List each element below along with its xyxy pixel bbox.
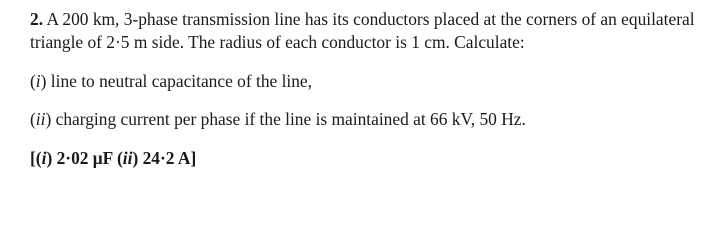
answer-label-i: i: [41, 148, 47, 168]
part-i: [30, 71, 312, 91]
problem-text-line-2: triangle of 2·5 m side. The radius of each conductor is 1 cm. Calculate:: [30, 32, 525, 52]
part-ii-label-open: (: [30, 109, 36, 129]
part-ii-text: charging current per phase if the line is maintained at 66 kV, 50 Hz.: [51, 109, 526, 129]
problem-statement-line-2: [30, 32, 525, 52]
part-i-label-close: ): [40, 71, 47, 91]
answer-value-i: ) 2·02 μF (: [46, 148, 123, 168]
answer-label-ii: ii: [122, 148, 133, 168]
part-i-label-open: (: [30, 71, 36, 91]
answer-line: [30, 148, 196, 168]
answer-open: [(: [30, 148, 42, 168]
problem-text-line-1: A 200 km, 3-phase transmission line has its conductors placed at the corners of an equilateral: [46, 9, 695, 29]
part-i-label: i: [35, 71, 41, 91]
problem-number: 2.: [30, 9, 44, 29]
part-i-text: line to neutral capacitance of the line,: [46, 71, 313, 91]
answer-value-ii: ) 24·2 A]: [132, 148, 197, 168]
part-ii: [30, 109, 526, 129]
part-ii-label-close: ): [45, 109, 52, 129]
problem-statement-line-1: [30, 9, 695, 29]
part-ii-label: ii: [35, 109, 46, 129]
